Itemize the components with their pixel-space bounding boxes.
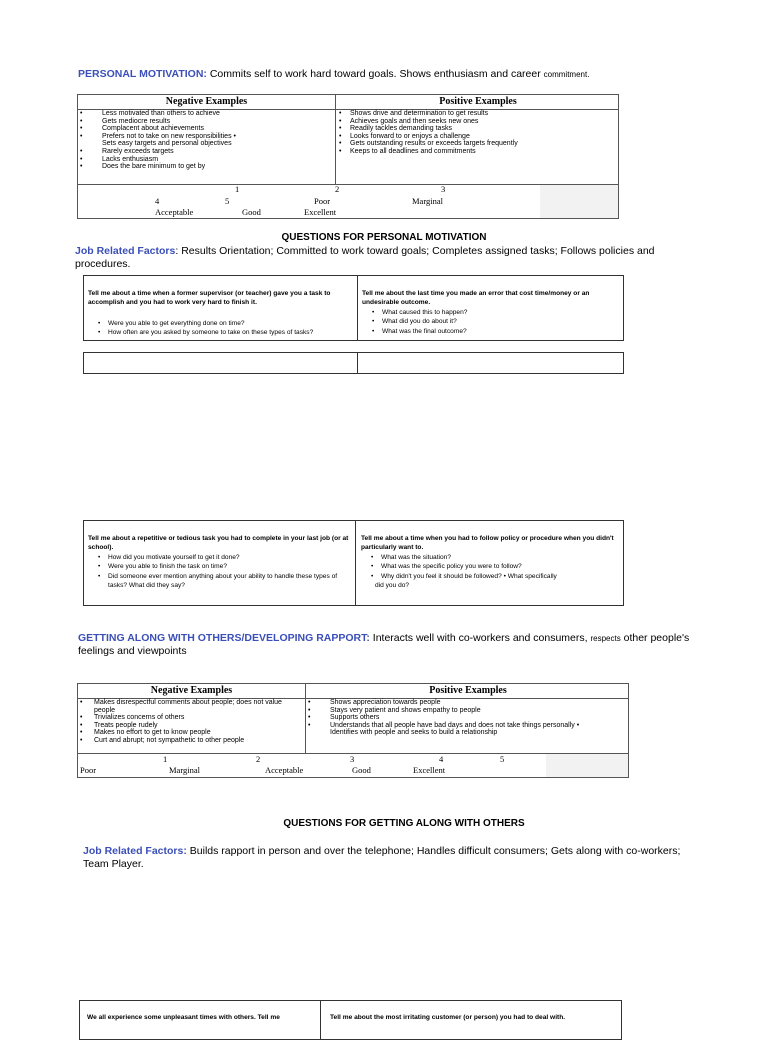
box-divider: [320, 1001, 321, 1039]
ga-factors-text: Builds rapport in person and over the telephone; Handles difficult consumers; Gets along with co-workers;: [186, 845, 681, 857]
positive-examples-list: [336, 110, 518, 156]
negative-examples-header: Negative Examples: [165, 96, 248, 107]
list-item: • Were you able to finish the task on time?: [98, 563, 227, 571]
list-item: • Prefers not to take on new responsibilities •: [80, 132, 236, 140]
rating-number: 5: [500, 754, 505, 764]
list-item: • Looks forward to or enjoys a challenge: [339, 132, 470, 140]
rating-label-marginal: Marginal: [169, 765, 201, 775]
positive-examples-list: [306, 699, 579, 737]
question-text: Tell me about the most irritating customer (or person) you had to deal with.: [330, 1014, 566, 1021]
ga-factors-text-cont: Team Player.: [83, 858, 144, 870]
question-box-ga-1: [79, 1000, 622, 1040]
list-item: • Were you able to get everything done on time?: [98, 319, 245, 327]
getting-along-text-small: respects: [590, 634, 621, 643]
rating-number: 4: [439, 754, 444, 764]
rating-label-good: Good: [242, 207, 261, 217]
rating-label-acceptable: Acceptable: [265, 765, 304, 775]
question-cell: [362, 289, 620, 336]
getting-along-text: Interacts well with co-workers and consumers,: [369, 632, 591, 644]
getting-along-intro: [78, 632, 718, 658]
list-item: • What caused this to happen?: [372, 308, 468, 316]
questions-personal-motivation-title: QUESTIONS FOR PERSONAL MOTIVATION: [281, 232, 487, 243]
question-tail: did you do?: [375, 582, 410, 590]
box-divider: [355, 521, 356, 605]
question-text: Tell me about a repetitive or tedious task you had to complete in your last job (or at school).: [88, 535, 349, 552]
question-cell: [361, 534, 620, 590]
list-item: • Shows drive and determination to get results: [339, 110, 489, 117]
negative-examples-list: [78, 699, 282, 745]
question-text: Tell me about a time when you had to follow policy or procedure when you didn't particularly want to.: [361, 535, 614, 552]
question-cell: [330, 1013, 620, 1022]
rating-number: 2: [256, 754, 261, 764]
rating-number: 5: [225, 196, 230, 206]
personal-motivation-label: PERSONAL MOTIVATION:: [78, 68, 207, 80]
question-cell: [88, 289, 352, 338]
question-box-pm-3: [83, 520, 624, 606]
pm-job-related-factors: [75, 245, 695, 271]
list-item: • Rarely exceeds targets: [80, 147, 174, 155]
positive-examples-header: Positive Examples: [429, 685, 507, 696]
list-item: Sets easy targets and personal objectives: [102, 140, 232, 148]
pm-factors-text: : Results Orientation; Committed to work toward goals; Completes assigned tasks; Follows policies and: [175, 245, 655, 257]
ga-factors-label: Job Related Factors:: [83, 845, 187, 857]
list-item: • Keeps to all deadlines and commitments: [339, 147, 476, 155]
rating-label-good: Good: [352, 765, 371, 775]
getting-along-label: GETTING ALONG WITH OTHERS/DEVELOPING RAPPORT:: [78, 632, 370, 644]
rating-label-excellent: Excellent: [413, 765, 446, 775]
personal-motivation-intro: [78, 68, 589, 81]
box-divider: [357, 276, 358, 340]
rating-divider: [78, 184, 618, 185]
rating-number: 4: [155, 196, 160, 206]
list-item: • How often are you asked by someone to take on these types of tasks?: [98, 329, 314, 337]
rating-label-marginal: Marginal: [412, 196, 444, 206]
rating-label-acceptable: Acceptable: [155, 207, 194, 217]
list-item: • Did someone ever mention anything about your ability to handle these types of tasks? What did they say?: [98, 572, 338, 590]
list-item: • Does the bare minimum to get by: [80, 163, 206, 171]
question-text: We all experience some unpleasant times with others. Tell me: [87, 1014, 280, 1021]
question-cell: [88, 534, 350, 590]
pm-factors-text-cont: procedures.: [75, 258, 131, 270]
negative-examples-list: [78, 110, 236, 171]
rating-label-poor: Poor: [80, 765, 97, 775]
personal-motivation-examples-table: [77, 94, 619, 219]
list-item: • Gets outstanding results or exceeds targets frequently: [339, 140, 518, 148]
box-divider: [357, 353, 358, 373]
list-item: • Gets mediocre results: [80, 117, 171, 125]
list-item: • Makes no effort to get to know people: [80, 729, 211, 737]
question-cell: [87, 1013, 317, 1022]
rating-label-poor: Poor: [314, 196, 331, 206]
list-item: • Supports others: [308, 714, 380, 722]
getting-along-text-2: other people's: [620, 632, 690, 644]
pm-factors-label: Job Related Factors: [75, 245, 176, 257]
list-item: • Curt and abrupt; not sympathetic to other people: [80, 736, 245, 744]
list-item: • What was the situation?: [371, 553, 452, 561]
negative-examples-header: Negative Examples: [150, 685, 233, 696]
getting-along-examples-table: [77, 683, 629, 778]
list-item: • Achieves goals and then seeks new ones: [339, 117, 479, 125]
ga-job-related-factors: [83, 845, 723, 871]
rating-label-excellent: Excellent: [304, 207, 337, 217]
list-item: • Readily tackles demanding tasks: [339, 125, 452, 133]
list-item: • Understands that all people have bad days and does not take things personally •: [308, 721, 580, 729]
getting-along-text-3: feelings and viewpoints: [78, 645, 187, 657]
list-item: • What did you do about it?: [372, 318, 457, 326]
list-item: • Why didn't you feel it should be followed? • What specifically: [371, 572, 557, 580]
list-item: • Shows appreciation towards people: [308, 699, 441, 706]
personal-motivation-text-small: commitment.: [543, 70, 590, 79]
questions-getting-along-title: QUESTIONS FOR GETTING ALONG WITH OTHERS: [283, 818, 525, 829]
list-item: • What was the specific policy you were to follow?: [371, 563, 522, 571]
rating-number: 1: [163, 754, 168, 764]
question-text: Tell me about the last time you made an error that cost time/money or an undesirable outcome.: [362, 290, 590, 307]
question-text: Tell me about a time when a former supervisor (or teacher) gave you a task to accomplish and you had to work very hard to finish it.: [88, 290, 331, 307]
list-item: • Lacks enthusiasm: [80, 155, 159, 163]
personal-motivation-text: Commits self to work hard toward goals. Shows enthusiasm and career: [206, 68, 544, 80]
question-box-pm-1: [83, 275, 624, 341]
rating-number: 2: [335, 184, 340, 194]
list-item: people: [94, 706, 116, 714]
list-item: • Trivializes concerns of others: [80, 714, 185, 722]
list-item: • Complacent about achievements: [80, 125, 204, 133]
rating-bottom-right-shade: [540, 185, 618, 218]
rating-number: 1: [235, 184, 240, 194]
list-item: • Less motivated than others to achieve: [80, 110, 220, 117]
rating-number: 3: [441, 184, 446, 194]
rating-number: 3: [350, 754, 355, 764]
list-item: Identifies with people and seeks to build a relationship: [330, 729, 498, 737]
list-item: • Makes disrespectful comments about people; does not value: [80, 699, 282, 706]
rating-bottom-right-shade: [546, 754, 628, 777]
positive-examples-header: Positive Examples: [439, 96, 517, 107]
list-item: • Stays very patient and shows empathy to people: [308, 706, 481, 714]
list-item: • What was the final outcome?: [372, 327, 467, 335]
list-item: • Treats people rudely: [80, 721, 158, 729]
list-item: • How did you motivate yourself to get it done?: [98, 553, 240, 561]
question-box-pm-2-empty: [83, 352, 624, 374]
